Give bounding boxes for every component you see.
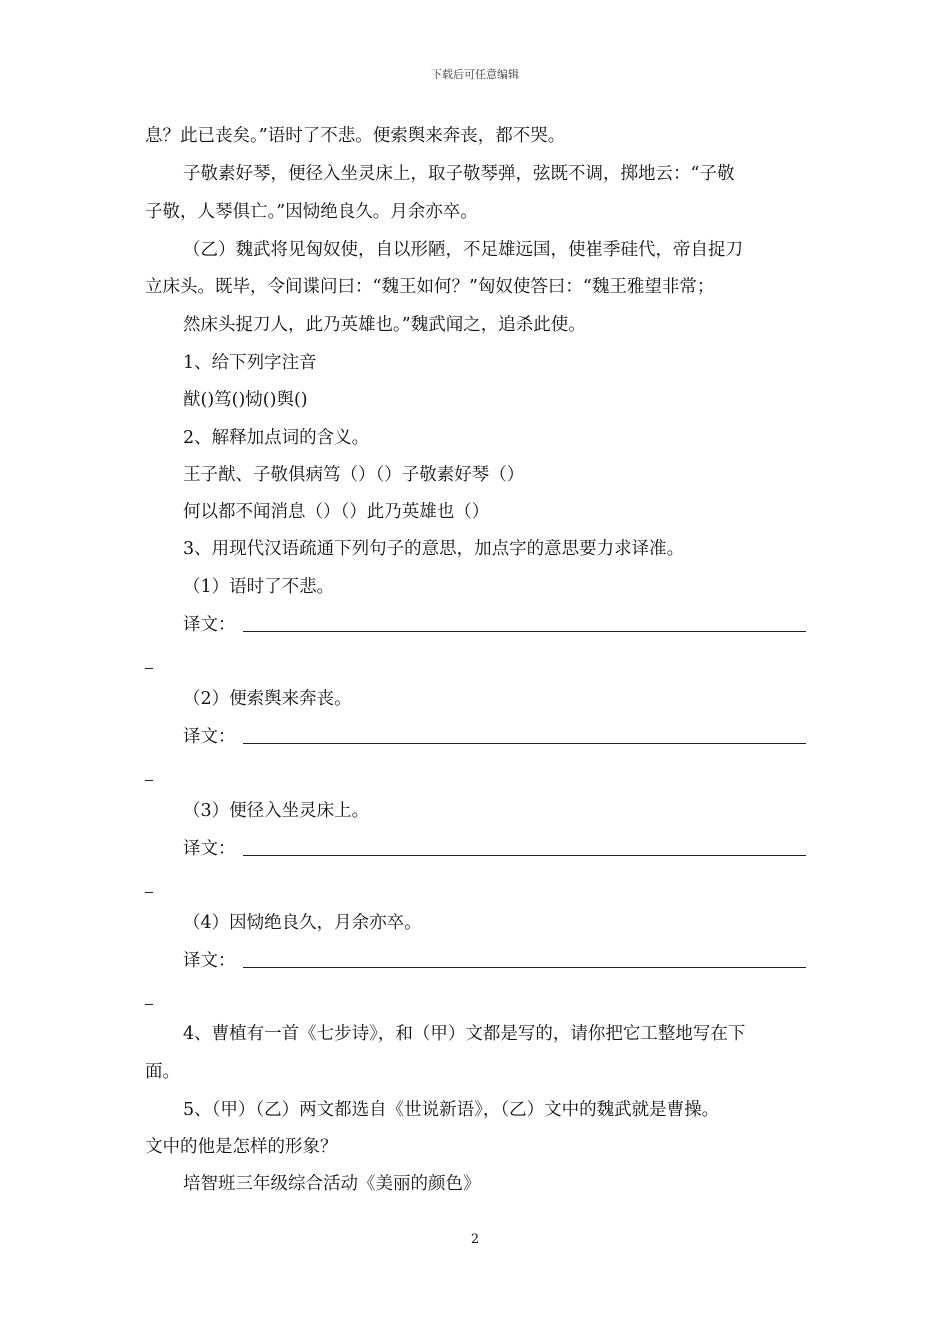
sentence-4: （4）因恸绝良久，月余亦卒。	[183, 913, 422, 933]
question-2-items: 何以都不闻消息（）（）此乃英雄也（）	[183, 502, 490, 522]
question-3: 3、用现代汉语疏通下列句子的意思，加点字的意思要力求译准。	[183, 539, 685, 559]
text-line: 面。	[145, 1062, 180, 1082]
translation-label: 译文：	[183, 615, 236, 635]
page-number: 2	[470, 1232, 480, 1247]
section-title: 培智班三年级综合活动《美丽的颜色》	[183, 1174, 481, 1194]
text-line: 文中的他是怎样的形象？	[145, 1137, 338, 1157]
text-line: 子敬，人琴俱亡。”因恸绝良久。月余亦卒。	[145, 202, 478, 222]
question-1-items: 猷()笃()恸()舆()	[183, 390, 308, 410]
answer-line	[243, 743, 806, 744]
text-line: 立床头。既毕，令间谍问曰：“魏王如何？”匈奴使答曰：“魏王雅望非常；	[145, 277, 715, 297]
question-4: 4、曹植有一首《七步诗》，和（甲）文都是写的，请你把它工整地写在下	[183, 1024, 746, 1044]
dash-mark	[145, 892, 153, 893]
answer-line	[243, 855, 806, 856]
translation-label: 译文：	[183, 951, 236, 971]
question-2: 2、解释加点词的含义。	[183, 428, 370, 448]
dash-mark	[145, 780, 153, 781]
sentence-1: （1）语时了不悲。	[183, 577, 335, 597]
translation-label: 译文：	[183, 727, 236, 747]
question-5: 5、（甲）（乙）两文都选自《世说新语》，（乙）文中的魏武就是曹操。	[183, 1100, 720, 1120]
sentence-2: （2）便索舆来奔丧。	[183, 689, 352, 709]
text-line: 息？此已丧矣。”语时了不悲。便索舆来奔丧，都不哭。	[145, 126, 566, 146]
text-line: 子敬素好琴，便径入坐灵床上，取子敬琴弹，弦既不调，掷地云：“子敬	[183, 164, 735, 184]
sentence-3: （3）便径入坐灵床上。	[183, 801, 370, 821]
translation-label: 译文：	[183, 839, 236, 859]
dash-mark	[145, 1004, 153, 1005]
answer-line	[243, 967, 806, 968]
text-line: 然床头捉刀人，此乃英雄也。”魏武闻之，追杀此使。	[183, 315, 586, 335]
page-header: 下载后可任意编辑	[431, 68, 519, 81]
answer-line	[243, 631, 806, 632]
dash-mark	[145, 668, 153, 669]
question-1: 1、给下列字注音	[183, 353, 317, 373]
question-2-items: 王子猷、子敬俱病笃（）（）子敬素好琴（）	[183, 465, 525, 485]
text-line: （乙）魏武将见匈奴使，自以形陋，不足雄远国，使崔季硅代，帝自捉刀	[183, 240, 743, 260]
